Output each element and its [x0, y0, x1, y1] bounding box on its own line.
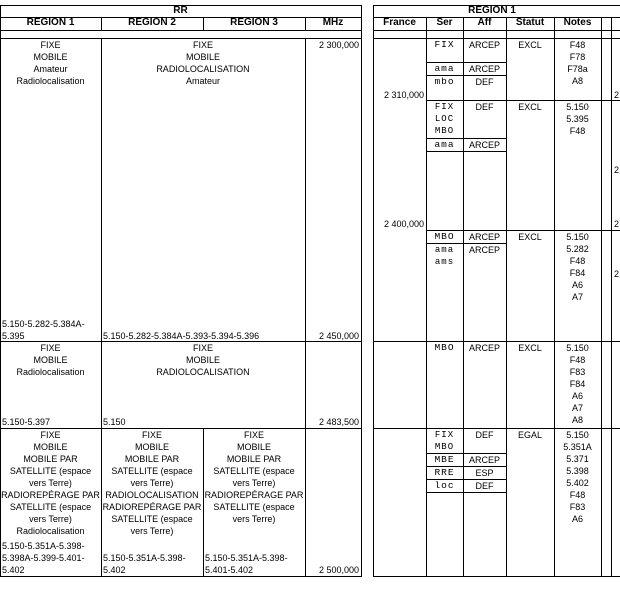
rr-row2-mhz-bottom: 2 483,500 — [318, 417, 359, 427]
statut-excl: EXCL — [518, 102, 542, 112]
notes-block4: 5.150 F48 F83 F84 A6 A7 A8 — [566, 343, 589, 425]
rr-row3-region2-footnote-2: 5.402 — [103, 565, 126, 575]
aff-esp: ESP — [475, 468, 494, 478]
rr-row2-region1-footnote: 5.150-5.397 — [2, 417, 51, 427]
rr-row3-region2: FIXE MOBILE MOBILE PAR SATELLITE (espace vers Terre) RADIOLOCALISATION RADIOREPÉRAGE PAR SATELLITE (espace vers Terre) — [102, 430, 202, 536]
aff-arcep: ARCEP — [468, 64, 500, 74]
rr-row1-region1-footnote-2: 5.395 — [2, 331, 25, 341]
ser-block2: FIX LOC MBO — [434, 102, 455, 136]
col-header-mhz: MHz — [322, 17, 344, 28]
ser-block3: ama ams — [434, 245, 455, 267]
edge-fragment: 2 — [614, 269, 620, 279]
rr-row3-region3: FIXE MOBILE MOBILE PAR SATELLITE (espace vers Terre) RADIOREPÉRAGE PAR SATELLITE (espace vers Terre) — [204, 430, 304, 524]
statut-excl: EXCL — [518, 40, 542, 50]
aff-arcep: ARCEP — [468, 455, 500, 465]
ser-ama: ama — [434, 139, 455, 150]
region1-title: REGION 1 — [468, 5, 516, 16]
rr-row3-region3-footnote-2: 5.401-5.402 — [205, 565, 254, 575]
rr-row1-region1: FIXE MOBILE Amateur Radiolocalisation — [16, 40, 85, 86]
aff-arcep: ARCEP — [468, 245, 500, 255]
col-header-region3: REGION 3 — [230, 17, 278, 28]
rr-row2-region23-footnote: 5.150 — [103, 417, 126, 427]
col-header-aff: Aff — [477, 17, 492, 28]
aff-arcep: ARCEP — [468, 232, 500, 242]
statut-excl: EXCL — [518, 232, 542, 242]
col-header-region2: REGION 2 — [128, 17, 176, 28]
ser-mbe: MBE — [434, 454, 455, 465]
edge-fragment: 2 — [614, 219, 620, 229]
rr-row1-region23-footnote: 5.150-5.282-5.384A-5.393-5.394-5.396 — [103, 331, 260, 341]
rr-row3-region3-footnote-1: 5.150-5.351A-5.398- — [205, 553, 288, 563]
rr-title: RR — [173, 5, 188, 16]
rr-row3-region2-footnote-1: 5.150-5.351A-5.398- — [103, 553, 186, 563]
notes-block5: 5.150 5.351A 5.371 5.398 5.402 F48 F83 A6 — [563, 430, 592, 524]
ser-block5-top: FIX MBO — [434, 430, 455, 452]
ser-loc: loc — [434, 480, 455, 491]
aff-arcep: ARCEP — [468, 40, 500, 50]
ser-mbo: mbo — [434, 76, 455, 87]
france-freq-2: 2 400,000 — [383, 219, 424, 229]
rr-row3-mhz-bottom: 2 500,000 — [318, 565, 359, 575]
col-header-france: France — [383, 17, 416, 28]
aff-def: DEF — [475, 481, 494, 491]
aff-arcep: ARCEP — [468, 343, 500, 353]
ser-mbo: MBO — [434, 231, 455, 242]
aff-arcep: ARCEP — [468, 140, 500, 150]
statut-egal: EGAL — [517, 430, 542, 440]
france-freq-1: 2 310,000 — [383, 90, 424, 100]
notes-block3: 5.150 5.282 F48 F84 A6 A7 — [566, 232, 589, 302]
edge-fragment: 2 — [614, 90, 620, 100]
rr-row1-mhz-bottom: 2 450,000 — [318, 331, 359, 341]
aff-def: DEF — [475, 102, 494, 112]
col-header-region1: REGION 1 — [26, 17, 75, 28]
ser-rre: RRE — [434, 467, 455, 478]
ser-mbo: MBO — [434, 342, 455, 353]
col-header-ser: Ser — [436, 17, 453, 28]
notes-block1: F48 F78 F78a A8 — [567, 40, 588, 86]
ser-fix: FIX — [434, 39, 455, 50]
rr-row3-region1-footnote-1: 5.150-5.351A-5.398- — [2, 541, 85, 551]
edge-fragment: 2 — [614, 165, 620, 175]
rr-row3-region1-footnote-3: 5.402 — [2, 565, 25, 575]
statut-excl: EXCL — [518, 343, 542, 353]
rr-row3-region1: FIXE MOBILE MOBILE PAR SATELLITE (espace vers Terre) RADIOREPÉRAGE PAR SATELLITE (espace vers Terre) Radiolocalisation — [1, 430, 100, 536]
aff-def: DEF — [475, 430, 494, 440]
ser-ama: ama — [434, 63, 455, 74]
col-header-notes: Notes — [563, 17, 592, 28]
col-header-statut: Statut — [515, 17, 545, 28]
rr-row1-region1-footnote-1: 5.150-5.282-5.384A- — [2, 319, 85, 329]
rr-row1-mhz-top: 2 300,000 — [318, 40, 359, 50]
rr-row2-region23: FIXE MOBILE RADIOLOCALISATION — [156, 343, 250, 377]
notes-block2: 5.150 5.395 F48 — [566, 102, 589, 136]
rr-row1-region23: FIXE MOBILE RADIOLOCALISATION Amateur — [156, 40, 250, 86]
rr-row2-region1: FIXE MOBILE Radiolocalisation — [16, 343, 85, 377]
aff-def: DEF — [475, 77, 494, 87]
rr-row3-region1-footnote-2: 5.398A-5.399-5.401- — [2, 553, 85, 563]
